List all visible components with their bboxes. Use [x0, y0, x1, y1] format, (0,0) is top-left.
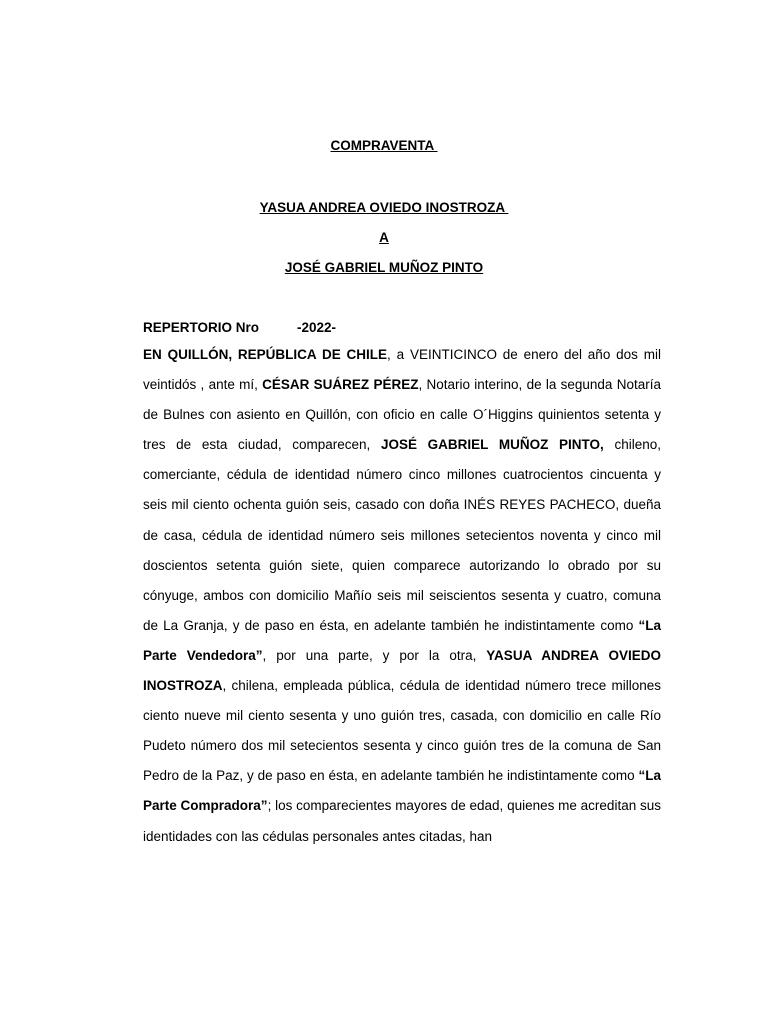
body-text-segment: chileno, comerciante, cédula de identidad número cinco millones cuatrocientos cincuenta y seis mil ciento ochenta guión seis, casado con doña INÉS REYES PACHECO, dueña de casa, cédula de identidad número seis millones setecientos noventa y cinco mil doscientos setenta guión siete, quien comparece autorizando lo obrado por su cónyuge, ambos con domicilio Mañío seis mil seiscientos sesenta y cuatro, comuna de La Granja, y de paso en ésta, en adelante también he indistintamente como — [143, 437, 661, 633]
body-text-segment: , por una parte, y por la otra, — [262, 647, 487, 663]
notary-name: CÉSAR SUÁREZ PÉREZ — [262, 377, 419, 393]
location-heading: EN QUILLÓN, REPÚBLICA DE CHILE — [143, 347, 388, 362]
repertorio-label: REPERTORIO Nro — [143, 320, 260, 335]
body-text-segment: , Notario interino, de la segunda Notaría de Bulnes con asiento en Quillón, con oficio en calle O´Higgins quinientos setenta y tres de esta ciudad, comparecen, — [143, 377, 661, 453]
seller-party-name: JOSÉ GABRIEL MUÑOZ PINTO, — [380, 437, 604, 453]
repertorio-line — [143, 319, 336, 337]
party-connector: A — [379, 230, 389, 245]
seller-party-alias: “La Parte Vendedora” — [143, 617, 661, 663]
seller-name-heading: YASUA ANDREA OVIEDO INOSTROZA — [259, 200, 509, 215]
body-text-segment: , chilena, empleada pública, cédula de identidad número trece millones ciento nueve mil ciento sesenta y uno guión tres, casada, con domicilio en calle Río Pudeto número dos mil setecientos sesenta y cinco guión tres de la comuna de San Pedro de la Paz, y de paso en ésta, en adelante también he indistintamente como — [143, 678, 661, 784]
body-paragraph — [143, 340, 661, 852]
buyer-name-heading: JOSÉ GABRIEL MUÑOZ PINTO — [284, 260, 484, 275]
buyer-party-name: YASUA ANDREA OVIEDO INOSTROZA — [143, 647, 661, 694]
repertorio-number: -2022- — [297, 320, 337, 335]
body-text-segment: ; los comparecientes mayores de edad, quienes me acreditan sus identidades con las cédulas personales antes citadas, han — [143, 798, 661, 844]
body-text-segment: , a VEINTICINCO de enero del año dos mil veintidós , ante mí, — [143, 347, 661, 393]
document-title: COMPRAVENTA — [330, 138, 438, 153]
buyer-party-alias: “La Parte Compradora” — [143, 768, 661, 814]
